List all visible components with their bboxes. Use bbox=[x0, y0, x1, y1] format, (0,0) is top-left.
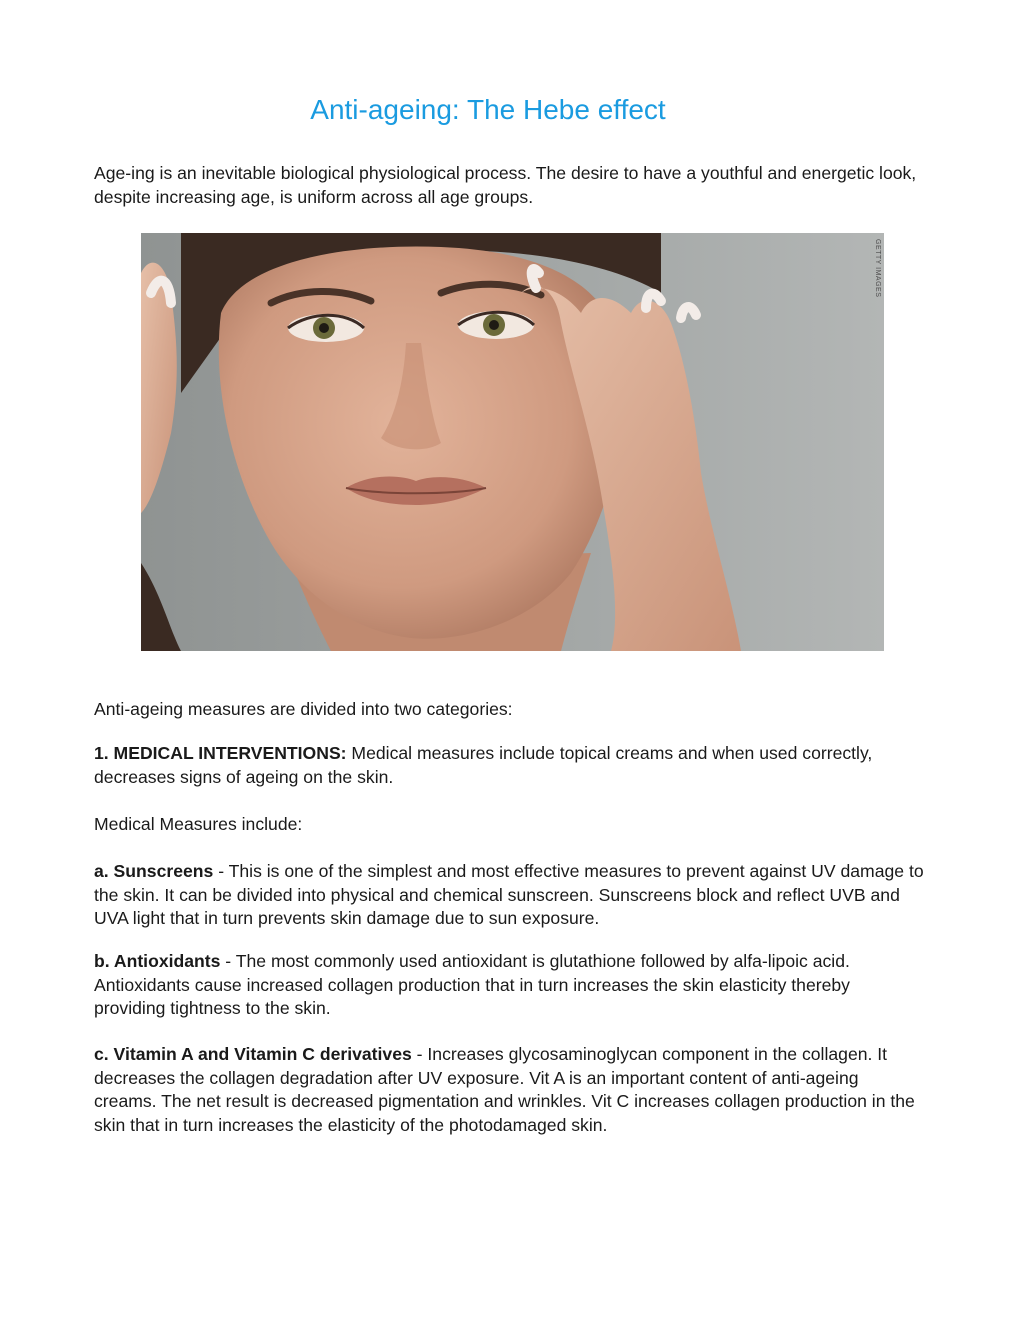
photo-illustration bbox=[141, 233, 884, 651]
medical-interventions-heading: 1. MEDICAL INTERVENTIONS: bbox=[94, 743, 347, 763]
page-title: Anti-ageing: The Hebe effect bbox=[310, 94, 666, 125]
measures-intro: Medical Measures include: bbox=[94, 814, 303, 834]
woman-face-photo bbox=[141, 233, 884, 651]
vitamins-text: - Increases glycosaminoglycan component in the collagen. It decreases the collagen degradation after UV exposure. Vit A is an important content of anti-ageing creams. The net result is decreased pigmentation and wrinkles. Vit C increases collagen production in the skin that in turn increases the elasticity of the photodamaged skin. bbox=[94, 1044, 915, 1135]
medical-interventions-paragraph bbox=[94, 742, 924, 789]
intro-paragraph: Age-ing is an inevitable biological physiological process. The desire to have a youthful and energetic look, despite increasing age, is uniform across all age groups. bbox=[94, 163, 917, 207]
categories-intro: Anti-ageing measures are divided into two categories: bbox=[94, 699, 513, 719]
antioxidants-heading: b. Antioxidants bbox=[94, 951, 221, 971]
medical-interventions-text: Medical measures include topical creams and when used correctly, decreases signs of ageing on the skin. bbox=[94, 743, 873, 787]
antioxidants-text: - The most commonly used antioxidant is glutathione followed by alfa-lipoic acid. Antioxidants cause increased collagen production that in turn increases the skin elasticity thereby providing tightness to the skin. bbox=[94, 951, 850, 1018]
sunscreens-paragraph bbox=[94, 860, 924, 931]
photo-credit: GETTY IMAGES bbox=[874, 239, 881, 298]
vitamins-heading: c. Vitamin A and Vitamin C derivatives bbox=[94, 1044, 412, 1064]
antioxidants-paragraph bbox=[94, 950, 924, 1021]
sunscreens-text: - This is one of the simplest and most effective measures to prevent against UV damage to the skin. It can be divided into physical and chemical sunscreen. Sunscreens block and reflect UVB and UVA light that in turn prevents skin damage due to sun exposure. bbox=[94, 861, 924, 928]
vitamins-paragraph bbox=[94, 1043, 924, 1137]
sunscreens-heading: a. Sunscreens bbox=[94, 861, 214, 881]
